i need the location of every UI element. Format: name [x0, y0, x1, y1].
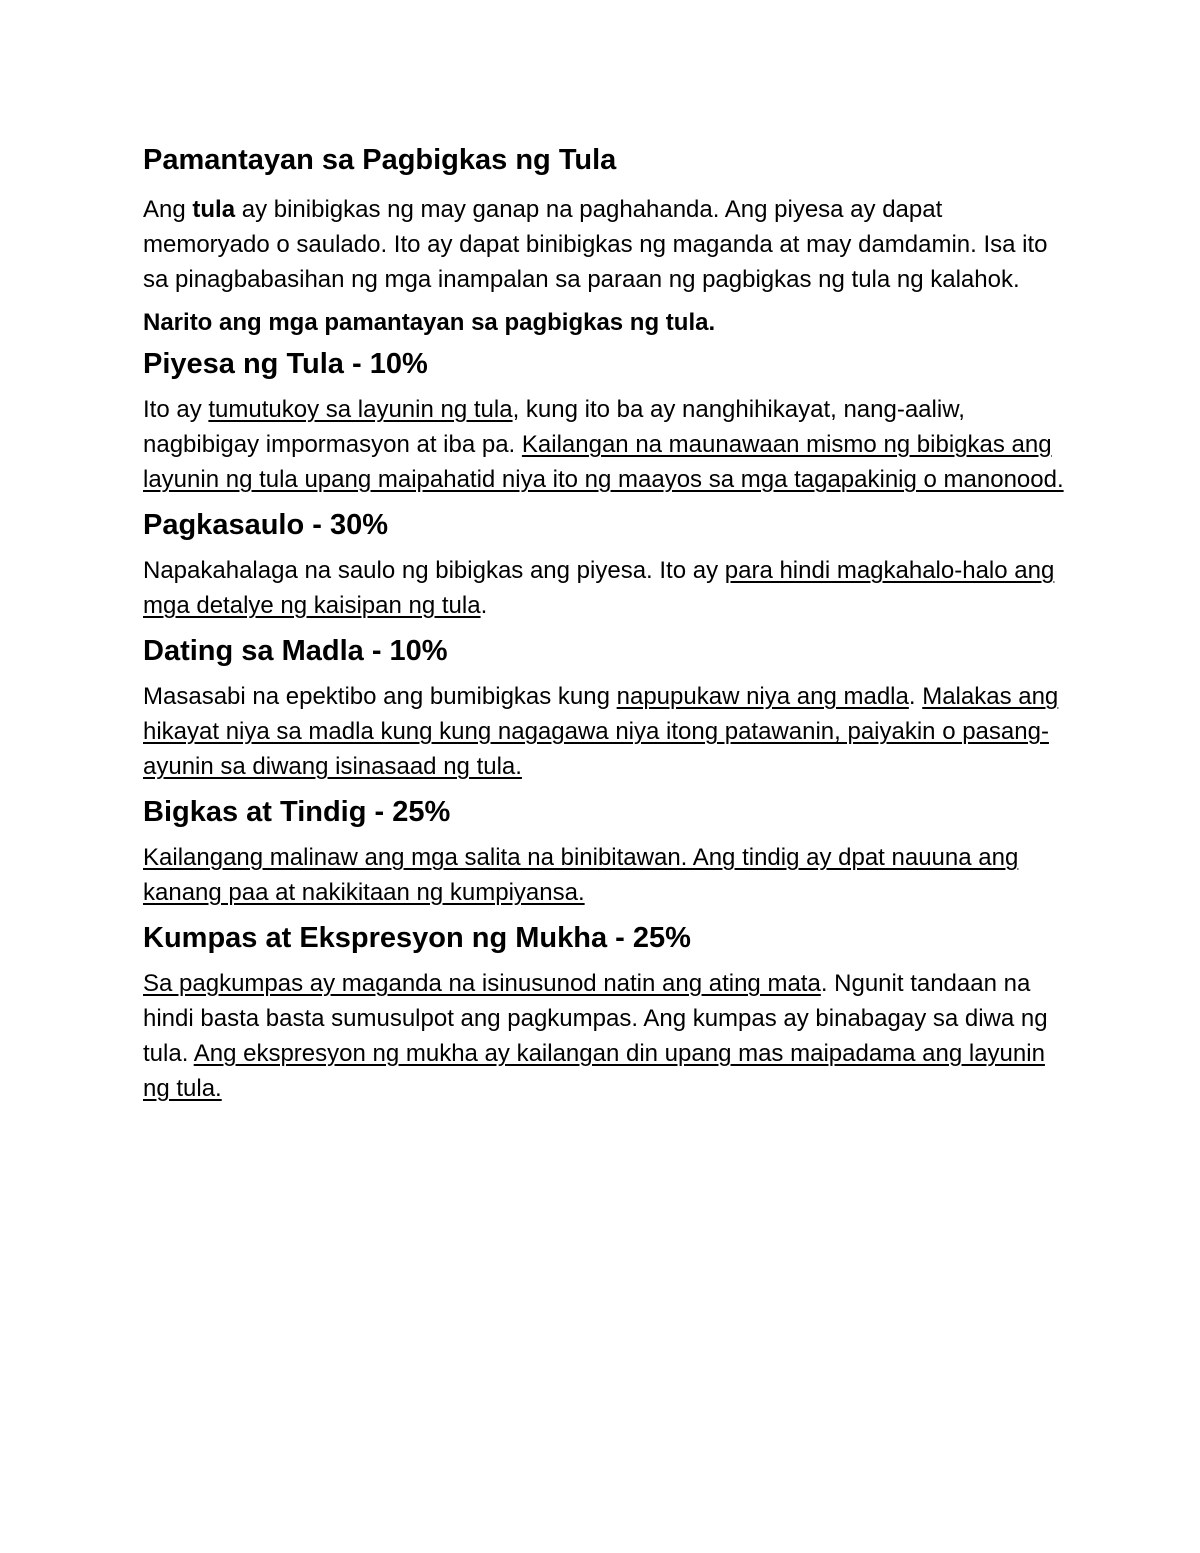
underlined-text: Malakas ang hikayat niya sa madla kung kung nagagawa niya itong patawanin, paiyakin o pasang-ayunin sa diwang isinasaad ng tula.: [143, 683, 1059, 780]
section-body-pagkasaulo: [143, 553, 1073, 623]
section-body-kumpas-at-ekspresyon: [143, 966, 1073, 1106]
intro-text-start: Ang: [143, 196, 193, 223]
body-text: Napakahalaga na saulo ng bibigkas ang piyesa. Ito ay: [143, 557, 725, 584]
section-body-dating-sa-madla: [143, 679, 1073, 784]
intro-bold-word: tula: [192, 196, 236, 223]
underlined-text: Ang ekspresyon ng mukha ay kailangan din upang mas maipadama ang layunin ng tula.: [143, 1040, 1045, 1102]
section-heading-piyesa: Piyesa ng Tula - 10%: [143, 348, 428, 380]
lead-sentence: Narito ang mga pamantayan sa pagbigkas ng tula.: [143, 309, 716, 336]
underlined-text: tumutukoy sa layunin ng tula: [208, 396, 513, 423]
section-heading-bigkas-at-tindig: Bigkas at Tindig - 25%: [143, 796, 451, 828]
document-title: Pamantayan sa Pagbigkas ng Tula: [143, 144, 617, 176]
underlined-text: napupukaw niya ang madla: [616, 683, 909, 710]
underlined-text: para hindi magkahalo-halo ang mga detalye ng kaisipan ng tula: [143, 557, 1055, 619]
document-page: [143, 140, 1073, 1114]
underlined-text: Kailangang malinaw ang mga salita na binibitawan. Ang tindig ay dpat nauuna ang kanang paa at nakikitaan ng kumpiyansa.: [143, 844, 1019, 906]
underlined-text: Sa pagkumpas ay maganda na isinusunod natin ang ating mata: [143, 970, 821, 997]
body-text: , kung ito ba ay nanghihikayat, nang-aaliw, nagbibigay impormasyon at iba pa.: [143, 396, 965, 458]
body-text: Masasabi na epektibo ang bumibigkas kung: [143, 683, 617, 710]
section-heading-dating-sa-madla: Dating sa Madla - 10%: [143, 635, 448, 667]
section-body-bigkas-at-tindig: [143, 840, 1073, 910]
body-text: .: [908, 683, 923, 710]
section-heading-kumpas-at-ekspresyon: Kumpas at Ekspresyon ng Mukha - 25%: [143, 922, 691, 954]
intro-paragraph: [143, 192, 1073, 297]
body-text: .: [480, 592, 488, 619]
body-text: Ito ay: [143, 396, 209, 423]
underlined-text: Kailangan na maunawaan mismo ng bibigkas ang layunin ng tula upang maipahatid niya ito ng maayos sa mga tagapakinig o manonood.: [143, 431, 1064, 493]
section-body-piyesa: [143, 392, 1073, 497]
intro-text-end: ay binibigkas ng may ganap na paghahanda. Ang piyesa ay dapat memoryado o saulado. Ito ay dapat binibigkas ng maganda at may damdamin. Isa ito sa pinagbabasihan ng mga inampalan sa paraan ng pagbigkas ng tula ng kalahok.: [143, 196, 1048, 293]
section-heading-pagkasaulo: Pagkasaulo - 30%: [143, 509, 388, 541]
body-text: . Ngunit tandaan na hindi basta basta sumusulpot ang pagkumpas. Ang kumpas ay binabagay sa diwa ng tula.: [143, 970, 1048, 1067]
